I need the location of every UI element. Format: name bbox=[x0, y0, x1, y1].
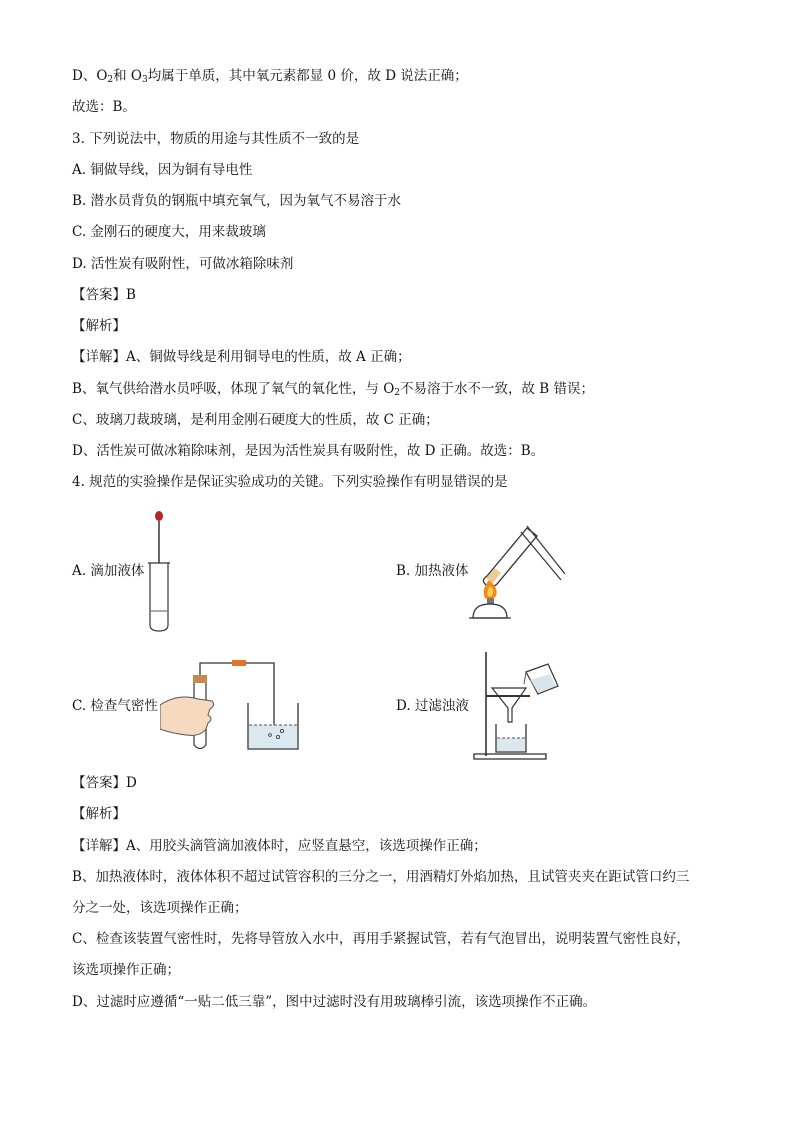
q3-answer: 【答案】B bbox=[72, 287, 136, 303]
iron-stand-base bbox=[474, 754, 546, 759]
q4-detail-b-line2: 分之一处，该选项操作正确； bbox=[72, 900, 248, 916]
q3-detail-a: 【详解】A、铜做导线是利用铜导电的性质，故 A 正确； bbox=[72, 349, 411, 365]
text-fragment: 不易溶于水不一致，故 B 错误； bbox=[400, 381, 595, 397]
q4-detail-c-line2: 该选项操作正确； bbox=[72, 962, 180, 978]
q4-stem: 4. 规范的实验操作是保证实验成功的关键。下列实验操作有明显错误的是 bbox=[72, 474, 508, 490]
subscript: 2 bbox=[107, 75, 114, 85]
q2-option-d-explanation bbox=[72, 66, 468, 90]
q4-option-d-label: D. 过滤浊液 bbox=[396, 698, 469, 714]
q4-detail-c-line1: C、检查该装置气密性时，先将导管放入水中，再用手紧握试管，若有气泡冒出，说明装置气密性良好， bbox=[72, 931, 690, 947]
q4-option-c-label: C. 检查气密性 bbox=[72, 698, 158, 714]
hand bbox=[160, 697, 214, 735]
q3-detail-d: D、活性炭可做冰箱除味剂，是因为活性炭具有吸附性，故 D 正确。故选：B。 bbox=[72, 443, 545, 459]
text-fragment: B、氧气供给潜水员呼吸，体现了氧气的氧化性，与 O bbox=[72, 381, 395, 397]
water bbox=[249, 725, 297, 748]
rubber-connector bbox=[232, 660, 246, 666]
test-tube bbox=[150, 563, 168, 631]
lamp-wick bbox=[487, 598, 494, 604]
dropper-bulb bbox=[155, 511, 163, 521]
alcohol-lamp bbox=[473, 604, 507, 618]
q3-detail-c: C、玻璃刀裁玻璃，是利用金刚石硬度大的性质，故 C 正确； bbox=[72, 412, 439, 428]
subscript: 2 bbox=[394, 388, 401, 398]
filtration-figure bbox=[470, 650, 565, 762]
rubber-stopper bbox=[193, 675, 207, 683]
text-fragment: 均属于单质，其中氧元素都显 0 价，故 D 说法正确； bbox=[147, 68, 468, 84]
q4-option-b-label: B. 加热液体 bbox=[396, 563, 469, 579]
q4-analysis-heading: 【解析】 bbox=[72, 806, 126, 822]
text-fragment: 和 O bbox=[113, 68, 142, 84]
q3-option-c: C. 金刚石的硬度大，用来裁玻璃 bbox=[72, 224, 266, 240]
q3-detail-b bbox=[72, 379, 594, 403]
text-fragment: D、O bbox=[72, 68, 108, 84]
liquid bbox=[486, 568, 501, 583]
funnel bbox=[492, 688, 526, 722]
q4-detail-d: D、过滤时应遵循“一贴二低三靠”，图中过滤时没有用玻璃棒引流，该选项操作不正确。 bbox=[72, 994, 597, 1010]
subscript: 3 bbox=[142, 75, 148, 85]
q4-answer: 【答案】D bbox=[72, 775, 137, 791]
q3-stem: 3. 下列说法中，物质的用途与其性质不一致的是 bbox=[72, 131, 360, 147]
q3-option-b: B. 潜水员背负的钢瓶中填充氧气，因为氧气不易溶于水 bbox=[72, 193, 402, 209]
q4-option-a-label: A. 滴加液体 bbox=[72, 563, 145, 579]
q3-analysis-heading: 【解析】 bbox=[72, 318, 126, 334]
filtrate bbox=[497, 738, 525, 751]
q4-detail-a: 【详解】A、用胶头滴管滴加液体时，应竖直悬空，该选项操作正确； bbox=[72, 838, 487, 854]
airtightness-check-figure bbox=[160, 655, 305, 755]
dropper-test-tube-figure bbox=[145, 505, 185, 635]
q4-detail-b-line1: B、加热液体时，液体体积不超过试管容积的三分之一，用酒精灯外焰加热，且试管夹夹在距试管口约三 bbox=[72, 869, 690, 885]
q3-option-d: D. 活性炭有吸附性，可做冰箱除味剂 bbox=[72, 256, 294, 272]
heating-liquid-figure bbox=[465, 518, 570, 623]
q3-option-a: A. 铜做导线，因为铜有导电性 bbox=[72, 162, 253, 178]
q2-choice: 故选：B。 bbox=[72, 99, 136, 115]
test-tube-holder bbox=[521, 526, 565, 580]
